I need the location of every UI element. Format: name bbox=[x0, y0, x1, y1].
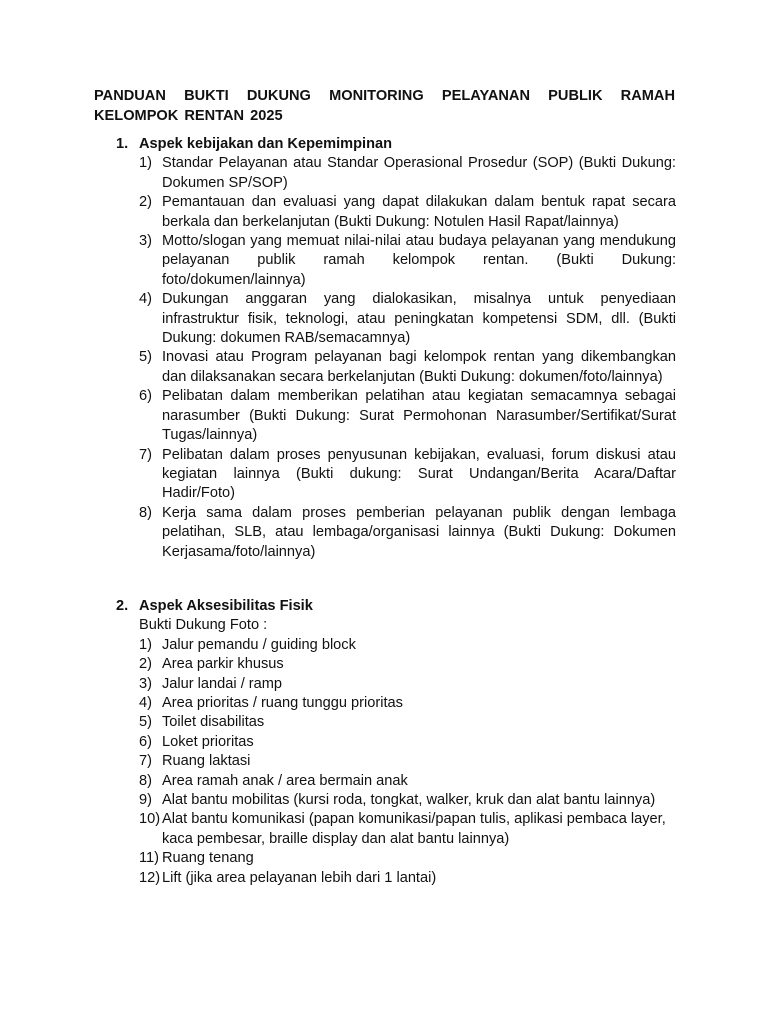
item-number: 4) bbox=[139, 695, 152, 712]
list-item bbox=[139, 694, 676, 713]
item-number: 12) bbox=[139, 869, 161, 886]
item-text: Alat bantu mobilitas (kursi roda, tongkat, walker, kruk dan alat bantu lainnya) bbox=[162, 792, 656, 809]
list-item bbox=[139, 387, 676, 445]
section-title: Aspek Aksesibilitas Fisik bbox=[139, 598, 313, 614]
list-item bbox=[139, 504, 676, 562]
item-number: 1) bbox=[139, 155, 152, 172]
list-item bbox=[139, 154, 676, 193]
list-item bbox=[139, 791, 676, 810]
item-number: 8) bbox=[139, 772, 152, 789]
section-heading bbox=[116, 597, 676, 616]
list-item bbox=[139, 772, 676, 791]
item-text: Inovasi atau Program pelayanan bagi kelompok rentan yang dikembangkan dan dilaksanakan secara berkelanjutan (Bukti Dukung: dokumen/foto/lainnya) bbox=[162, 349, 676, 385]
list-item bbox=[139, 733, 676, 752]
list-item bbox=[139, 869, 676, 888]
list-item bbox=[139, 193, 676, 232]
item-number: 1) bbox=[139, 636, 152, 653]
item-text: Kerja sama dalam proses pemberian pelayanan publik dengan lembaga pelatihan, SLB, atau lembaga/organisasi lainnya (Bukti Dukung: Dokumen Kerjasama/foto/lainnya) bbox=[162, 504, 676, 560]
item-text: Pelibatan dalam proses penyusunan kebijakan, evaluasi, forum diskusi atau kegiatan lainnya (Bukti dukung: Surat Undangan/Berita Acara/Daftar Hadir/Foto) bbox=[162, 446, 676, 502]
list-item bbox=[139, 713, 676, 732]
item-text: Dukungan anggaran yang dialokasikan, misalnya untuk penyediaan infrastruktur fisik, teknologi, atau peningkatan kompetensi SDM, dll. (Bukti Dukung: dokumen RAB/semacamnya) bbox=[162, 291, 676, 347]
list-item bbox=[139, 675, 676, 694]
list-item bbox=[139, 232, 676, 290]
list-item bbox=[139, 810, 676, 849]
item-text: Area prioritas / ruang tunggu prioritas bbox=[162, 695, 403, 712]
section-number: 2. bbox=[116, 598, 129, 614]
item-number: 10) bbox=[139, 811, 161, 828]
item-text: Jalur landai / ramp bbox=[162, 675, 283, 692]
evidence-list bbox=[139, 154, 676, 562]
section-policy-leadership bbox=[116, 135, 676, 562]
item-text: Pemantauan dan evaluasi yang dapat dilakukan dalam bentuk rapat secara berkala dan berkelanjutan (Bukti Dukung: Notulen Hasil Rapat/lainnya) bbox=[162, 194, 676, 230]
item-number: 7) bbox=[139, 446, 152, 463]
item-number: 4) bbox=[139, 291, 152, 308]
item-number: 6) bbox=[139, 388, 152, 405]
section-intro: Bukti Dukung Foto : bbox=[139, 617, 268, 634]
section-title: Aspek kebijakan dan Kepemimpinan bbox=[139, 136, 393, 152]
item-number: 2) bbox=[139, 194, 152, 211]
list-item bbox=[139, 446, 676, 504]
evidence-list bbox=[139, 636, 676, 888]
item-text: Lift (jika area pelayanan lebih dari 1 lantai) bbox=[162, 869, 437, 886]
item-number: 3) bbox=[139, 233, 152, 250]
item-number: 6) bbox=[139, 733, 152, 750]
section-physical-accessibility bbox=[116, 597, 676, 888]
list-item bbox=[139, 636, 676, 655]
item-number: 5) bbox=[139, 714, 152, 731]
item-text: Ruang laktasi bbox=[162, 753, 251, 770]
item-number: 8) bbox=[139, 504, 152, 521]
document-title: PANDUAN BUKTI DUKUNG MONITORING PELAYANAN PUBLIK RAMAH KELOMPOK RENTAN 2025 bbox=[94, 88, 675, 124]
item-text: Ruang tenang bbox=[162, 850, 254, 867]
item-number: 9) bbox=[139, 792, 152, 809]
item-number: 3) bbox=[139, 675, 152, 692]
item-number: 7) bbox=[139, 753, 152, 770]
item-text: Standar Pelayanan atau Standar Operasional Prosedur (SOP) (Bukti Dukung: Dokumen SP/SOP) bbox=[162, 155, 676, 191]
item-text: Area ramah anak / area bermain anak bbox=[162, 772, 408, 789]
item-text: Pelibatan dalam memberikan pelatihan atau kegiatan semacamnya sebagai narasumber (Bukti Dukung: Surat Permohonan Narasumber/Sertifikat/Surat Tugas/lainnya) bbox=[162, 388, 676, 444]
list-item bbox=[139, 849, 676, 868]
item-text: Jalur pemandu / guiding block bbox=[162, 636, 356, 653]
section-heading bbox=[116, 135, 676, 154]
item-text: Area parkir khusus bbox=[162, 656, 284, 673]
list-item bbox=[139, 348, 676, 387]
item-text: Loket prioritas bbox=[162, 733, 254, 750]
item-text: Motto/slogan yang memuat nilai-nilai atau budaya pelayanan yang mendukung pelayanan publik ramah kelompok rentan. (Bukti Dukung: foto/dokumen/lainnya) bbox=[162, 233, 676, 288]
list-item bbox=[139, 290, 676, 348]
item-number: 5) bbox=[139, 349, 152, 366]
list-item bbox=[139, 752, 676, 771]
item-number: 2) bbox=[139, 656, 152, 673]
list-item bbox=[139, 655, 676, 674]
section-number: 1. bbox=[116, 136, 129, 152]
item-number: 11) bbox=[139, 850, 160, 867]
item-text: Toilet disabilitas bbox=[162, 714, 265, 731]
item-text: Alat bantu komunikasi (papan komunikasi/papan tulis, aplikasi pembaca layer, kaca pembesar, braille display dan alat bantu lainnya) bbox=[162, 811, 666, 847]
